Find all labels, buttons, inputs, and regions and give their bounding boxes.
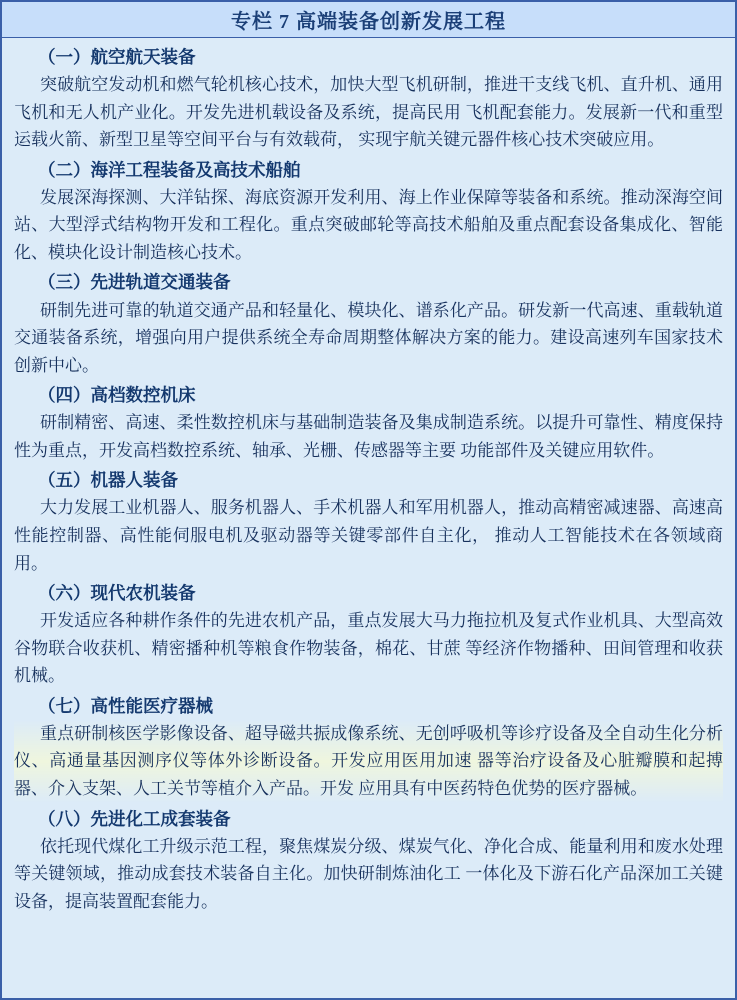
section-body-2: 发展深海探测、大洋钻探、海底资源开发利用、海上作业保障等装备和系统。推动深海空间站、大型浮式结构物开发和工程化。重点突破邮轮等高技术船舶及重点配套设备集成化、智能化、模块化设计制造核心技术。	[14, 187, 723, 262]
section-heading-3: （三）先进轨道交通装备	[38, 272, 231, 293]
box-content	[2, 38, 735, 998]
section-body-5: 大力发展工业机器人、服务机器人、手术机器人和军用机器人，推动高精密减速器、高速高性能控制器、高性能伺服电机及驱动器等关键零部件自主化， 推动人工智能技术在各领域商用。	[14, 498, 723, 573]
section-body-8: 依托现代煤化工升级示范工程，聚焦煤炭分级、煤炭气化、净化合成、能量利用和废水处理等关键领域，推动成套技术装备自主化。加快研制炼油化工 一体化及下游石化产品深加工关键设备，提高装置配套能力。	[14, 836, 723, 911]
section-body-3: 研制先进可靠的轨道交通产品和轻量化、模块化、谱系化产品。研发新一代高速、重载轨道交通装备系统，增强向用户提供系统全寿命周期整体解决方案的能力。建设高速列车国家技术创新中心。	[14, 300, 723, 375]
section-heading-8: （八）先进化工成套装备	[38, 808, 231, 829]
section-heading-6: （六）现代农机装备	[38, 583, 196, 604]
section-heading-1: （一）航空航天装备	[38, 47, 196, 67]
section-heading-5: （五）机器人装备	[38, 470, 178, 491]
section-body-4: 研制精密、高速、柔性数控机床与基础制造装备及集成制造系统。以提升可靠性、精度保持性为重点，开发高档数控系统、轴承、光栅、传感器等主要 功能部件及关键应用软件。	[14, 413, 723, 460]
page-title: 专栏 7 高端装备创新发展工程	[231, 11, 506, 33]
section-heading-7: （七）高性能医疗器械	[38, 695, 213, 716]
box-title-bar	[2, 2, 735, 38]
section-heading-4: （四）高档数控机床	[38, 385, 196, 406]
section-body-1: 突破航空发动机和燃气轮机核心技术，加快大型飞机研制，推进干支线飞机、直升机、通用飞机和无人机产业化。开发先进机载设备及系统，提高民用 飞机配套能力。发展新一代和重型运载火箭、新型卫星等空间平台与有效载荷， 实现宇航关键元器件核心技术突破应用。	[14, 75, 723, 150]
section-body-7: 重点研制核医学影像设备、超导磁共振成像系统、无创呼吸机等诊疗设备及全自动生化分析仪、高通量基因测序仪等体外诊断设备。开发应用医用加速 器等治疗设备及心脏瓣膜和起搏器、介入支架、人工关节等植介入产品。开发 应用具有中医药特色优势的医疗器械。	[14, 720, 723, 803]
section-body-6: 开发适应各种耕作条件的先进农机产品，重点发展大马力拖拉机及复式作业机具、大型高效谷物联合收获机、精密播种机等粮食作物装备，棉花、甘蔗 等经济作物播种、田间管理和收获机械。	[14, 611, 723, 686]
section-heading-2: （二）海洋工程装备及高技术船舶	[38, 159, 301, 180]
